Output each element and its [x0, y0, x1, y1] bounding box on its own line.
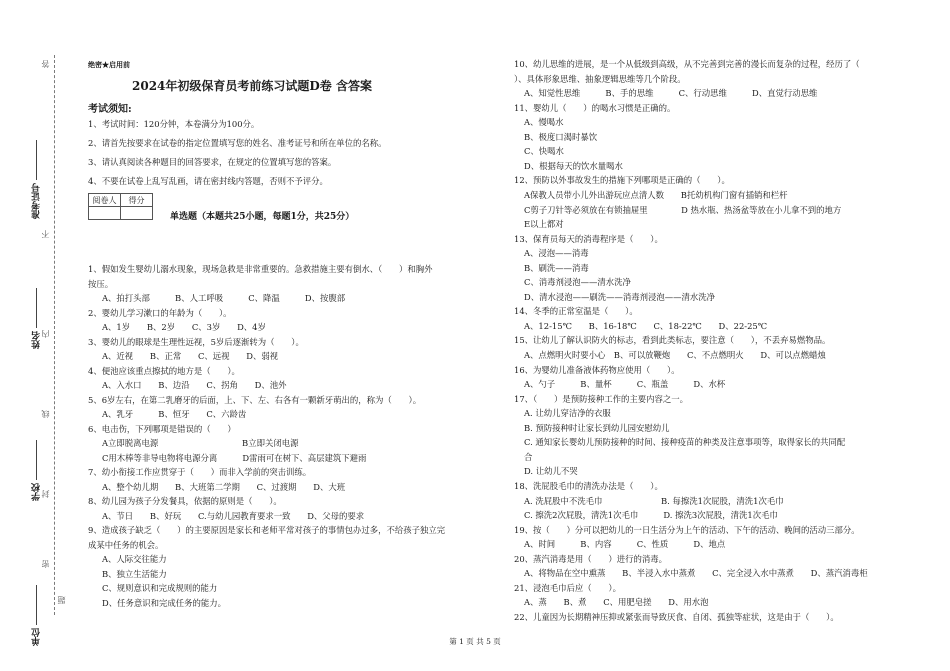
question-line: C用木棒等非导电物将电源分离 D雷雨可在树下、高层建筑下避雨	[102, 452, 367, 463]
question-line: A、人际交往能力	[102, 554, 167, 564]
question-line: A、勺子 B、量杯 C、瓶盖 D、水杯	[524, 379, 726, 390]
question-line: D. 让幼儿不哭	[524, 466, 578, 477]
question-line: A、乳牙 B、恒牙 C、六龄齿	[102, 409, 247, 419]
section-heading: 单选题（本题共25小题，每题1分，共25分）	[170, 212, 355, 222]
question-line: C. 通知家长婴幼儿预防接种的时间、接种疫苗的种类及注意事项等，取得家长的共同配	[524, 437, 846, 448]
question-line: C、消毒剂浸泡——清水洗净	[524, 277, 631, 288]
question-line: E以上都对	[524, 219, 564, 230]
strip-field-exam-number	[30, 140, 43, 219]
notice-heading: 考试须知:	[88, 104, 132, 115]
question-line: A、12-15℃ B、16-18℃ C、18-22℃ D、22-25℃	[524, 320, 768, 331]
question-line: 成某中任务的机会。	[88, 539, 164, 550]
question-line: A、浸泡——消毒	[524, 248, 589, 259]
strip-mark: 密	[41, 560, 50, 568]
question-line: 10、幼儿思维的进展，是一个从低级到高级，从不完善到完善的漫长而复杂的过程，经历了（	[514, 59, 860, 69]
question-line: ）、具体形象思维、抽象逻辑思维等几个阶段。	[514, 73, 686, 84]
score-table	[88, 193, 153, 220]
fill-line	[37, 140, 38, 180]
question-line: 21、浸泡毛巾后应（ ）。	[514, 582, 621, 593]
question-line: D、任务意识和完成任务的能力。	[102, 597, 226, 608]
question-line: C、规则意识和完成规则的能力	[102, 583, 218, 593]
strip-mark: 封	[41, 490, 50, 498]
question-line: D、根据每天的饮水量喝水	[524, 160, 623, 171]
question-line: A、整个幼儿期 B、大班第二学期 C、过渡期 D、大班	[102, 481, 346, 492]
question-line: 5、6岁左右，在第二乳磨牙的后面，上、下、左、右各有一颗新牙萌出的，称为（ ）。	[88, 394, 422, 405]
question-line: 7、幼小衔接工作应贯穿于（ ）而非入学前的突击训练。	[88, 467, 312, 477]
score-table-header-grader: 阅卷人	[89, 194, 121, 207]
notice-item: 2、请首先按要求在试卷的指定位置填写您的姓名、准考证号和所在单位的名称。	[88, 138, 387, 148]
page-footer: 第 1 页 共 5 页	[449, 637, 501, 646]
notice-item: 3、请认真阅读各种题目的回答要求，在规定的位置填写您的答案。	[88, 157, 337, 167]
page-title: 2024年初级保育员考前练习试题D卷 含答案	[132, 79, 372, 93]
question-line: A立即脱离电源 B立即关闭电源	[102, 438, 299, 448]
fill-line	[37, 440, 38, 480]
question-line: D、清水浸泡——刷洗——消毒剂浸泡——清水洗净	[524, 291, 715, 302]
question-line: 2、婴幼儿学习漱口的年龄为（ ）。	[88, 307, 232, 318]
question-line: 4、便池应该重点擦拭的地方是（ ）。	[88, 365, 240, 376]
question-line: A、节日 B、好玩 C.与幼儿园教育要求一致 D、父母的要求	[102, 510, 365, 521]
question-line: B、独立生活能力	[102, 568, 167, 579]
secrecy-tag: 绝密★启用前	[88, 60, 130, 69]
score-table-cell	[121, 207, 153, 220]
seal-line	[54, 55, 55, 615]
question-line: 22、儿童因为长期精神压抑或紧张而导致厌食、自闭、孤独等症状，这是由于（ ）。	[514, 611, 839, 622]
question-line: A、近视 B、正常 C、远视 D、弱视	[102, 351, 279, 361]
fill-line	[37, 288, 38, 328]
question-line: A、点燃明火时要小心 B、可以放鞭炮 C、不点燃明火 D、可以点燃蜡烛	[524, 350, 826, 360]
question-line: A、1岁 B、2岁 C、3岁 D、4岁	[102, 322, 266, 332]
question-line: A、慢喝水	[524, 117, 564, 128]
question-line: A、入水口 B、边沿 C、拐角 D、池外	[102, 380, 287, 390]
strip-label: 准考证号	[32, 183, 42, 219]
question-line: 1、假如发生婴幼儿溺水现象，现场急救是非常重要的。急救措施主要有倒水、（ ）和胸外	[88, 264, 433, 274]
strip-field-name	[30, 288, 43, 349]
question-line: 15、让幼儿了解认识防火的标志，看到此类标志，要注意（ ），不丢弃易燃物品。	[514, 335, 831, 346]
notice-item: 4、不要在试卷上乱写乱画，请在密封线内答题，否则不予评分。	[88, 176, 328, 186]
score-table-header-score: 得分	[121, 194, 153, 207]
question-line: A、知觉性思维 B、手的思维 C、行动思维 D、直觉行动思维	[524, 88, 818, 99]
question-line: 14、冬季的正常室温是（ ）。	[514, 306, 638, 317]
question-line: 16、为婴幼儿准备液体药物应使用（ ）。	[514, 364, 680, 375]
question-line: A、将物品在空中熏蒸 B、半浸入水中蒸煮 C、完全浸入水中蒸煮 D、蒸汽消毒柜	[524, 568, 868, 579]
question-line: 合	[524, 451, 533, 462]
question-line: 12、预防以外事故发生的措施下列哪项是正确的（ ）。	[514, 175, 730, 186]
question-line: 17、（ ）是预防接种工作的主要内容之一。	[514, 393, 688, 404]
question-line: 18、洗屁股毛巾的清洗办法是（ ）。	[514, 480, 663, 491]
question-line: 13、保育员每天的消毒程序是（ ）。	[514, 233, 663, 244]
question-line: A、时间 B、内容 C、性质 D、地点	[524, 539, 726, 550]
score-table-cell	[89, 207, 121, 220]
strip-mark: 答	[41, 60, 50, 68]
question-line: 8、幼儿园为孩子分发餐具，依据的原则是（ ）。	[88, 496, 282, 506]
question-line: 19、按（ ）分可以把幼儿的一日生活分为上午的活动、下午的活动、晚间的活动三部分。	[514, 524, 860, 535]
question-line: A保教人员带小儿外出游玩应点清人数 B托幼机构门窗有插销和栏杆	[524, 189, 788, 200]
question-line: 20、蒸汽消毒是用（ ）进行的消毒。	[514, 553, 668, 564]
strip-label: 学校	[32, 483, 42, 501]
question-line: B、极度口渴时暴饮	[524, 131, 598, 142]
question-line: B. 预防接种时让家长到幼儿园安慰幼儿	[524, 422, 670, 433]
question-line: C、快喝水	[524, 146, 564, 157]
question-line: C. 擦洗2次屁股，清洗1次毛巾 D. 擦洗3次屁股，清洗1次毛巾	[524, 510, 778, 521]
question-line: 6、电击伤，下列哪项是错误的（ ）	[88, 423, 236, 434]
fill-line	[37, 585, 38, 625]
question-line: 11、婴幼儿（ ）的喝水习惯是正确的。	[514, 102, 676, 113]
notice-item: 1、考试时间：120分钟，本卷满分为100分。	[88, 119, 260, 129]
question-line: 按压。	[88, 278, 114, 289]
strip-mark: 线	[41, 410, 50, 418]
question-line: 3、婴幼儿的眼球是生理性远视，5岁后逐渐转为（ ）。	[88, 336, 304, 347]
question-line: A. 洗屁股中不洗毛巾 B. 每擦洗1次屁股，清洗1次毛巾	[524, 495, 784, 506]
question-line: A. 让幼儿穿洁净的衣服	[524, 408, 611, 419]
strip-label: 姓名	[32, 331, 42, 349]
strip-mark: 题	[57, 596, 66, 604]
strip-mark: 内	[41, 330, 50, 338]
strip-mark: 不	[41, 230, 50, 238]
question-line: A、拍打头部 B、人工呼吸 C、降温 D、按腹部	[102, 293, 346, 303]
question-line: C剪子刀针等必须放在有锁抽屉里 D 热水瓶、热汤盆等放在小儿拿不到的地方	[524, 204, 842, 215]
question-line: A、蒸 B、煮 C、用肥皂搓 D、用水泡	[524, 597, 709, 608]
strip-label: 单位	[32, 628, 42, 646]
question-line: B、刷洗——消毒	[524, 262, 589, 273]
question-line: 9、造成孩子缺乏（ ）的主要原因是家长和老师平常对孩子的事情包办过多，不给孩子独立完	[88, 525, 446, 535]
